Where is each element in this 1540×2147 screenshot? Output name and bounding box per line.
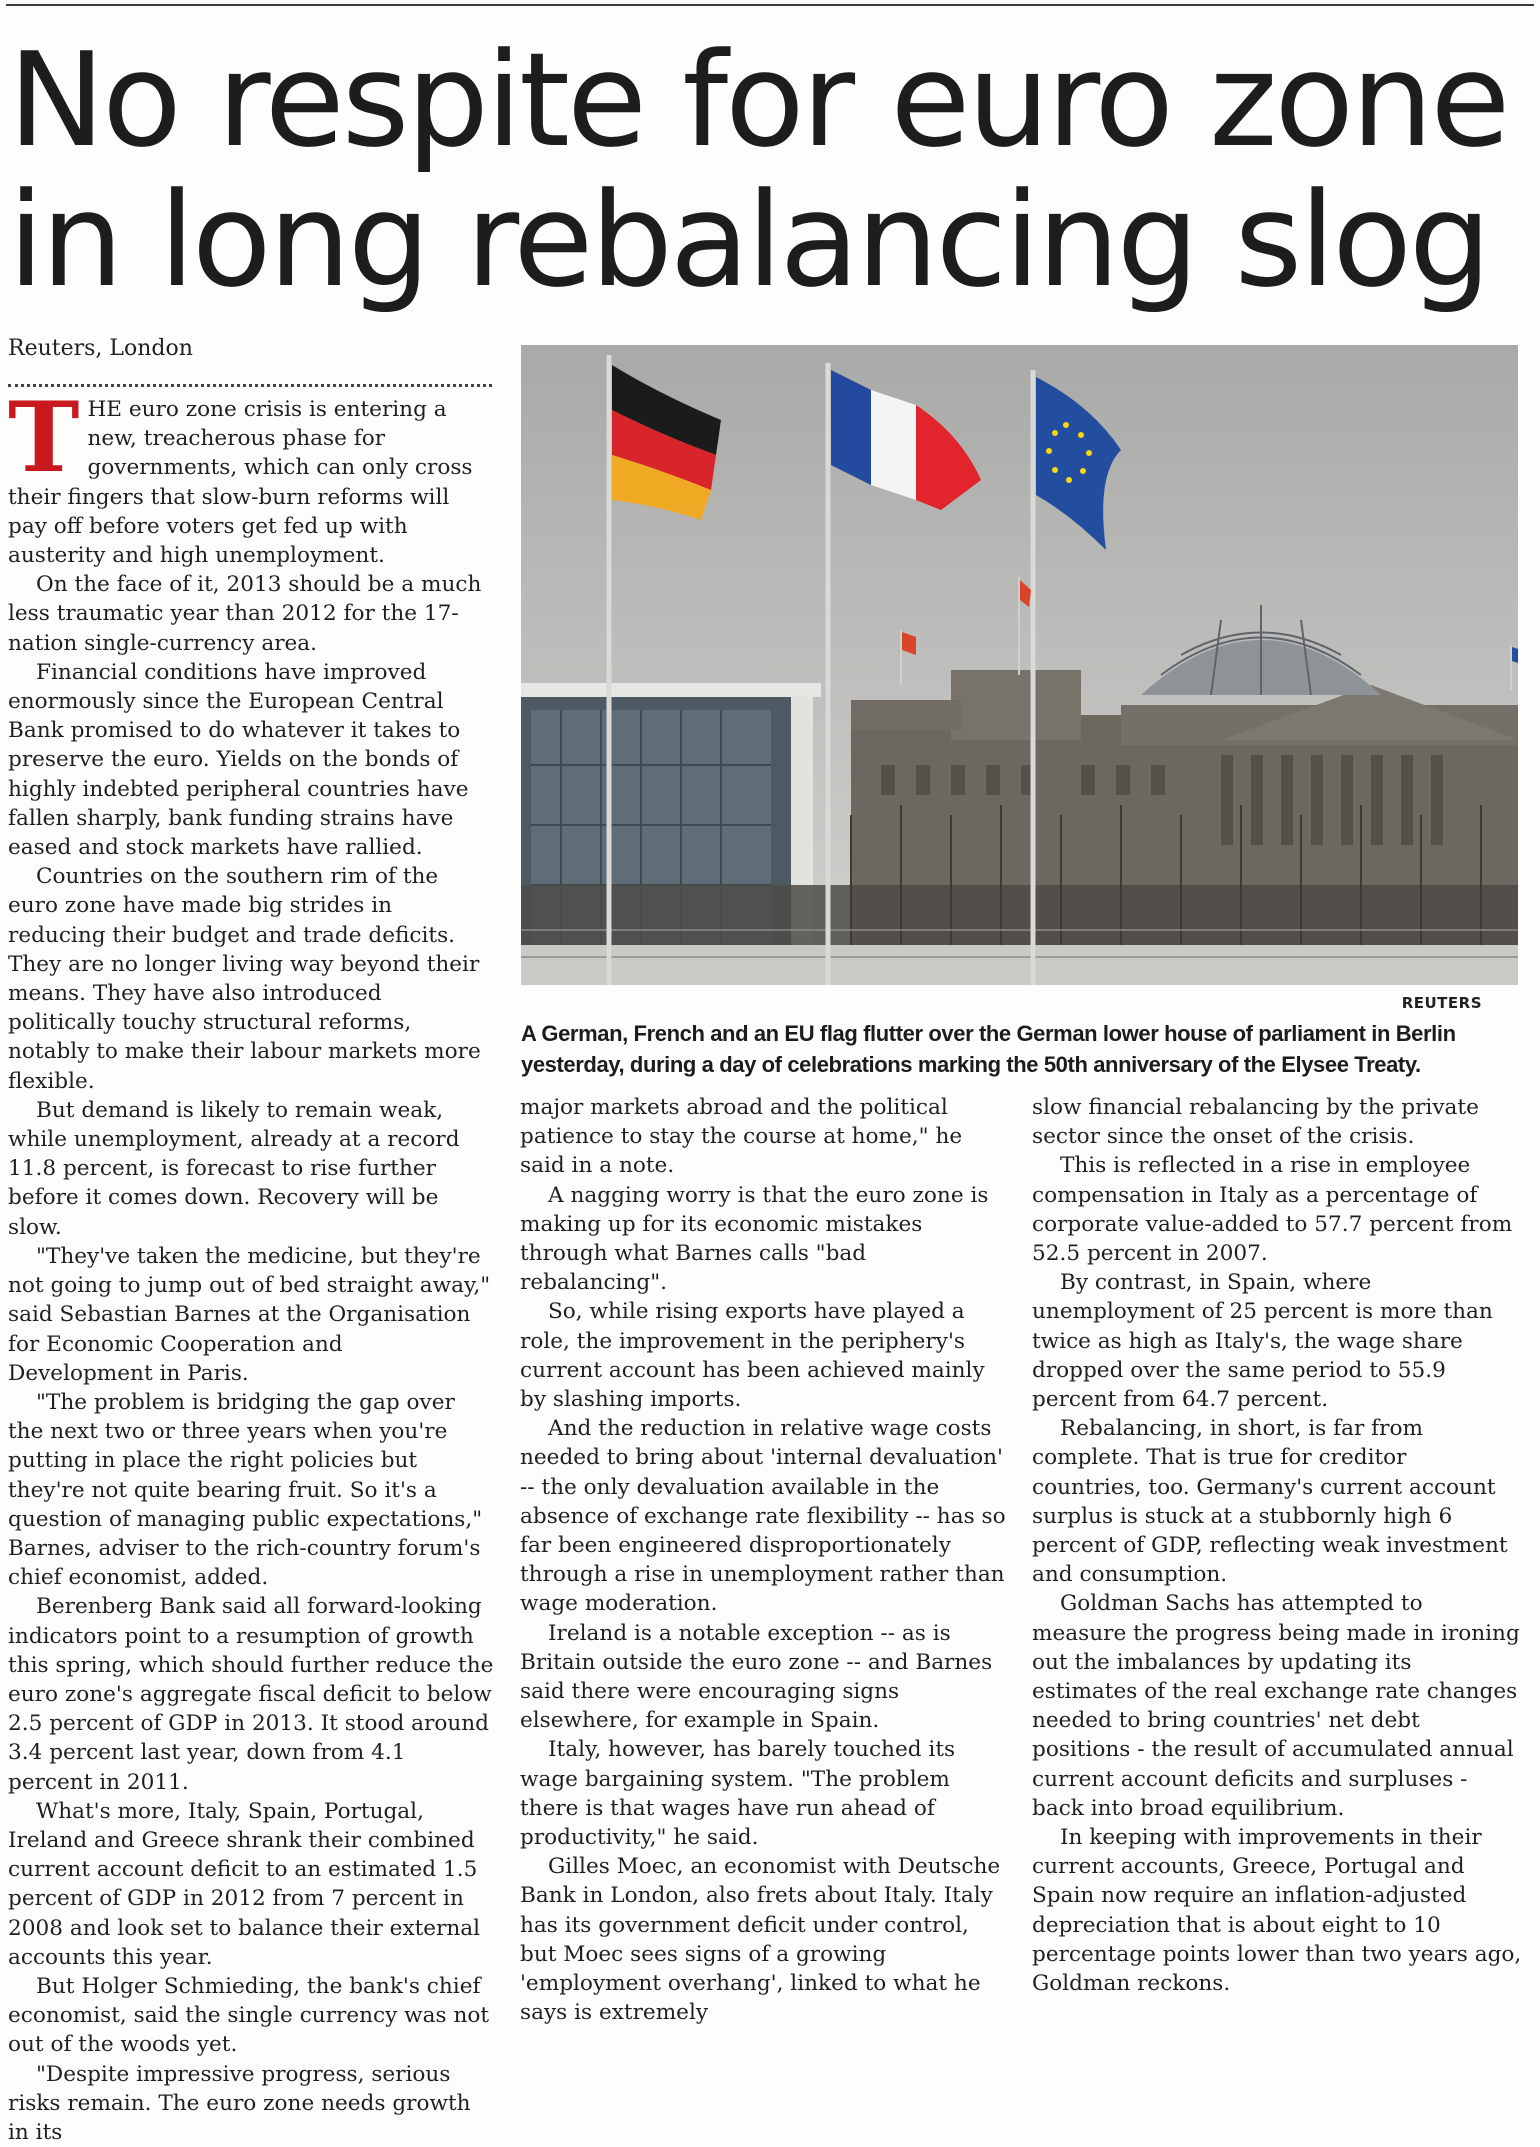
paragraph: Goldman Sachs has attempted to measure the progress being made in ironing out the imbalances by updating its estimates of the real exchange rate changes needed to bring countries' net debt positions - the result of accumulated annual current account deficits and surpluses - back into broad equilibrium.: [1032, 1591, 1520, 1821]
paragraph: This is reflected in a rise in employee compensation in Italy as a percentage of corporate value-added to 57.7 percent from 52.5 percent in 2007.: [1032, 1153, 1513, 1267]
paragraph: Gilles Moec, an economist with Deutsche Bank in London, also frets about Italy. Italy has its government deficit under control, but Moec sees signs of a growing 'employment overhang', linked to what he says is extremely: [520, 1854, 1001, 2026]
article-column-3: [1032, 1093, 1522, 1998]
headline: [8, 24, 1528, 316]
paragraph: Ireland is a notable exception -- as is Britain outside the euro zone -- and Barnes said there were encouraging signs elsewhere, for example in Spain.: [520, 1620, 993, 1734]
lead-paragraph: [8, 381, 494, 570]
photo-credit: REUTERS: [1401, 994, 1482, 1012]
paragraph: What's more, Italy, Spain, Portugal, Ireland and Greece shrank their combined current account deficit to an estimated 1.5 percent of GDP in 2012 from 7 percent in 2008 and look set to balance their external accounts this year.: [8, 1798, 481, 1970]
paragraph: Financial conditions have improved enormously since the European Central Bank promised to do whatever it takes to preserve the euro. Yields on the bonds of highly indebted peripheral countries have fallen sharply, bank funding strains have eased and stock markets have rallied.: [8, 659, 469, 861]
paragraph: A nagging worry is that the euro zone is making up for its economic mistakes through what Barnes calls "bad rebalancing".: [520, 1182, 989, 1296]
paragraph: On the face of it, 2013 should be a much less traumatic year than 2012 for the 17-nation single-currency area.: [8, 572, 482, 656]
photo-caption: A German, French and an EU flag flutter over the German lower house of parliament in Berlin yesterday, during a day of celebrations marking the 50th anniversary of the Elysee Treaty.: [521, 1021, 1456, 1077]
paragraph: Countries on the southern rim of the euro zone have made big strides in reducing their budget and trade deficits. They are no longer living way beyond their means. They have also introduced politically touchy structural reforms, notably to make their labour markets more flexible.: [8, 864, 481, 1094]
top-rule: [6, 4, 1534, 6]
lead-text: HE euro zone crisis is entering a new, treacherous phase for governments, which can only cross their fingers that slow-burn reforms will pay off before voters get fed up with austerity and high unemployment.: [8, 397, 473, 569]
continued-paragraph: major markets abroad and the political patience to stay the course at home," he said in a note.: [520, 1095, 963, 1179]
headline-line-1: No respite for euro zone: [8, 24, 1508, 176]
paragraph: By contrast, in Spain, where unemployment of 25 percent is more than twice as high as Italy's, the wage share dropped over the same period to 55.9 percent from 64.7 percent.: [1032, 1270, 1493, 1413]
paragraph: "They've taken the medicine, but they're not going to jump out of bed straight away," said Sebastian Barnes at the Organisation for Economic Cooperation and Development in Paris.: [8, 1243, 491, 1386]
paragraph: In keeping with improvements in their current accounts, Greece, Portugal and Spain now require an inflation-adjusted depreciation that is about eight to 10 percentage points lower than two years ago, Goldman reckons.: [1032, 1825, 1522, 1997]
headline-line-2: in long rebalancing slog: [8, 164, 1489, 316]
paragraph: Rebalancing, in short, is far from complete. That is true for creditor countries, too. Germany's current account surplus is stuck at a stubbornly high 6 percent of GDP, reflecting weak investment and consumption.: [1032, 1416, 1508, 1588]
paragraph: And the reduction in relative wage costs needed to bring about 'internal devaluation' -- the only devaluation available in the absence of exchange rate flexibility -- has so far been engineered disproportionately through a rise in unemployment rather than wage moderation.: [520, 1416, 1006, 1617]
paragraph: So, while rising exports have played a role, the improvement in the periphery's current account has been achieved mainly by slashing imports.: [520, 1299, 985, 1413]
paragraph: Italy, however, has barely touched its wage bargaining system. "The problem there is that wages have run ahead of productivity," he said.: [520, 1737, 956, 1851]
drop-cap: T: [8, 381, 80, 494]
dotted-divider: [8, 384, 492, 387]
paragraph: But Holger Schmieding, the bank's chief economist, said the single currency was not out of the woods yet.: [8, 1973, 490, 2058]
dateline: Reuters, London: [8, 336, 193, 361]
article-column-1: [8, 381, 494, 2147]
article-column-2: [520, 1093, 1008, 2028]
paragraph: But demand is likely to remain weak, while unemployment, already at a record 11.8 percent, is forecast to rise further before it comes down. Recovery will be slow.: [8, 1097, 460, 1240]
continued-paragraph: slow financial rebalancing by the private sector since the onset of the crisis.: [1032, 1095, 1479, 1150]
paragraph: Berenberg Bank said all forward-looking indicators point to a resumption of growth this spring, which should further reduce the euro zone's aggregate fiscal deficit to below 2.5 percent of GDP in 2013. It stood around 3.4 percent last year, down from 4.1 percent in 2011.: [8, 1594, 494, 1795]
paragraph: "Despite impressive progress, serious risks remain. The euro zone needs growth in its: [8, 2061, 471, 2145]
paragraph: "The problem is bridging the gap over the next two or three years when you're putting in place the right policies but they're not quite bearing fruit. So it's a question of managing public expectations," Barnes, adviser to the rich-country forum's chief economist, added.: [8, 1389, 483, 1591]
news-photo: [521, 345, 1518, 985]
